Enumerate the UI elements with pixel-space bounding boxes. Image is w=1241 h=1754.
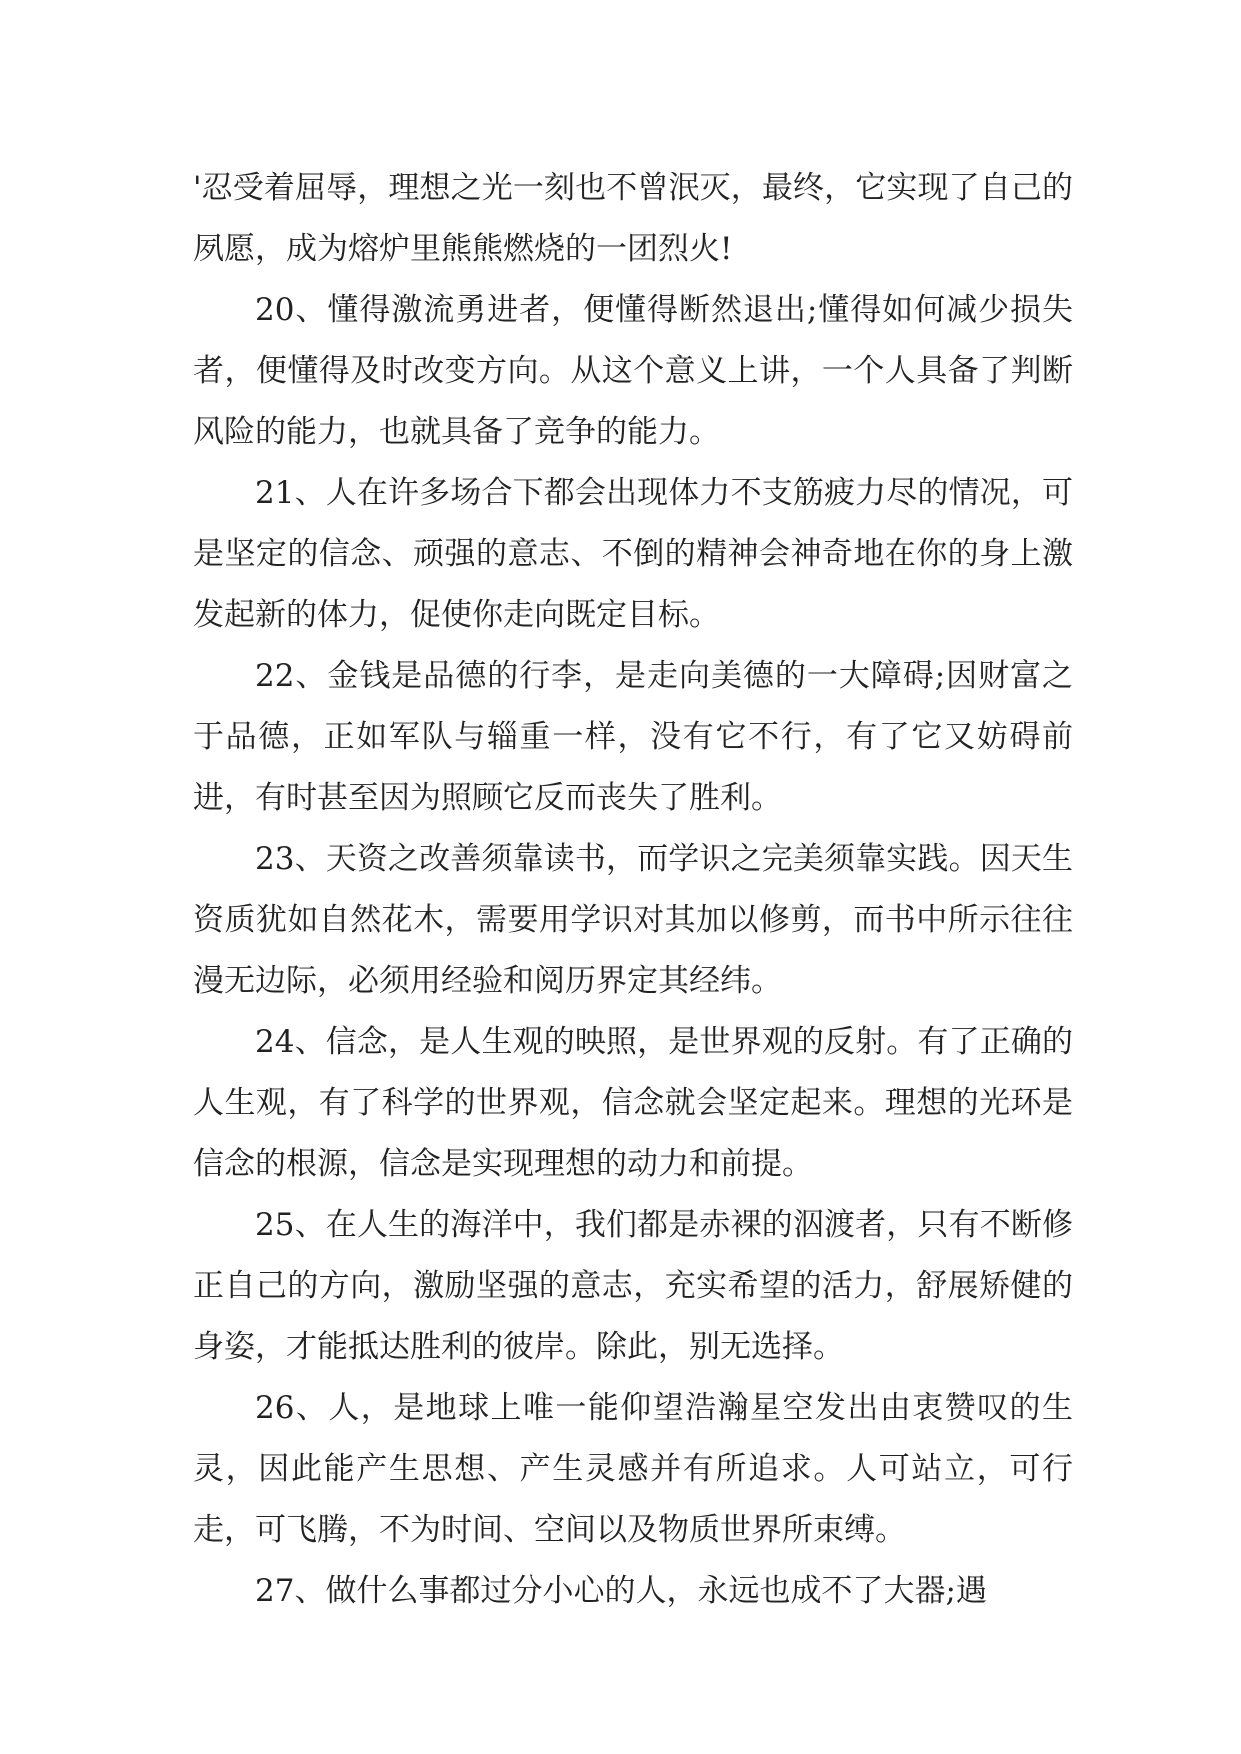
paragraph-20: 20、懂得激流勇进者，便懂得断然退出;懂得如何减少损失者，便懂得及时改变方向。从这个意义上讲，一个人具备了判断风险的能力，也就具备了竞争的能力。 <box>193 292 1073 450</box>
document-body <box>193 158 1073 1622</box>
paragraph-24: 24、信念，是人生观的映照，是世界观的反射。有了正确的人生观，有了科学的世界观，信念就会坚定起来。理想的光环是信念的根源，信念是实现理想的动力和前提。 <box>193 1024 1073 1182</box>
paragraph-26: 26、人，是地球上唯一能仰望浩瀚星空发出由衷赞叹的生灵，因此能产生思想、产生灵感并有所追求。人可站立，可行走，可飞腾，不为时间、空间以及物质世界所束缚。 <box>193 1390 1073 1548</box>
paragraph-21: 21、人在许多场合下都会出现体力不支筋疲力尽的情况，可是坚定的信念、顽强的意志、不倒的精神会神奇地在你的身上激发起新的体力，促使你走向既定目标。 <box>193 475 1073 633</box>
paragraph-27: 27、做什么事都过分小心的人，永远也成不了大器;遇 <box>255 1573 987 1609</box>
paragraph-23: 23、天资之改善须靠读书，而学识之完美须靠实践。因天生资质犹如自然花木，需要用学识对其加以修剪，而书中所示往往漫无边际，必须用经验和阅历界定其经纬。 <box>193 841 1073 999</box>
paragraph-22: 22、金钱是品德的行李，是走向美德的一大障碍;因财富之于品德，正如军队与辎重一样，没有它不行，有了它又妨碍前进，有时甚至因为照顾它反而丧失了胜利。 <box>193 658 1073 816</box>
paragraph-25: 25、在人生的海洋中，我们都是赤裸的泅渡者，只有不断修正自己的方向，激励坚强的意志，充实希望的活力，舒展矫健的身姿，才能抵达胜利的彼岸。除此，别无选择。 <box>193 1207 1073 1365</box>
paragraph-continuation: '忍受着屈辱，理想之光一刻也不曾泯灭，最终，它实现了自己的夙愿，成为熔炉里熊熊燃烧的一团烈火! <box>193 170 1073 267</box>
